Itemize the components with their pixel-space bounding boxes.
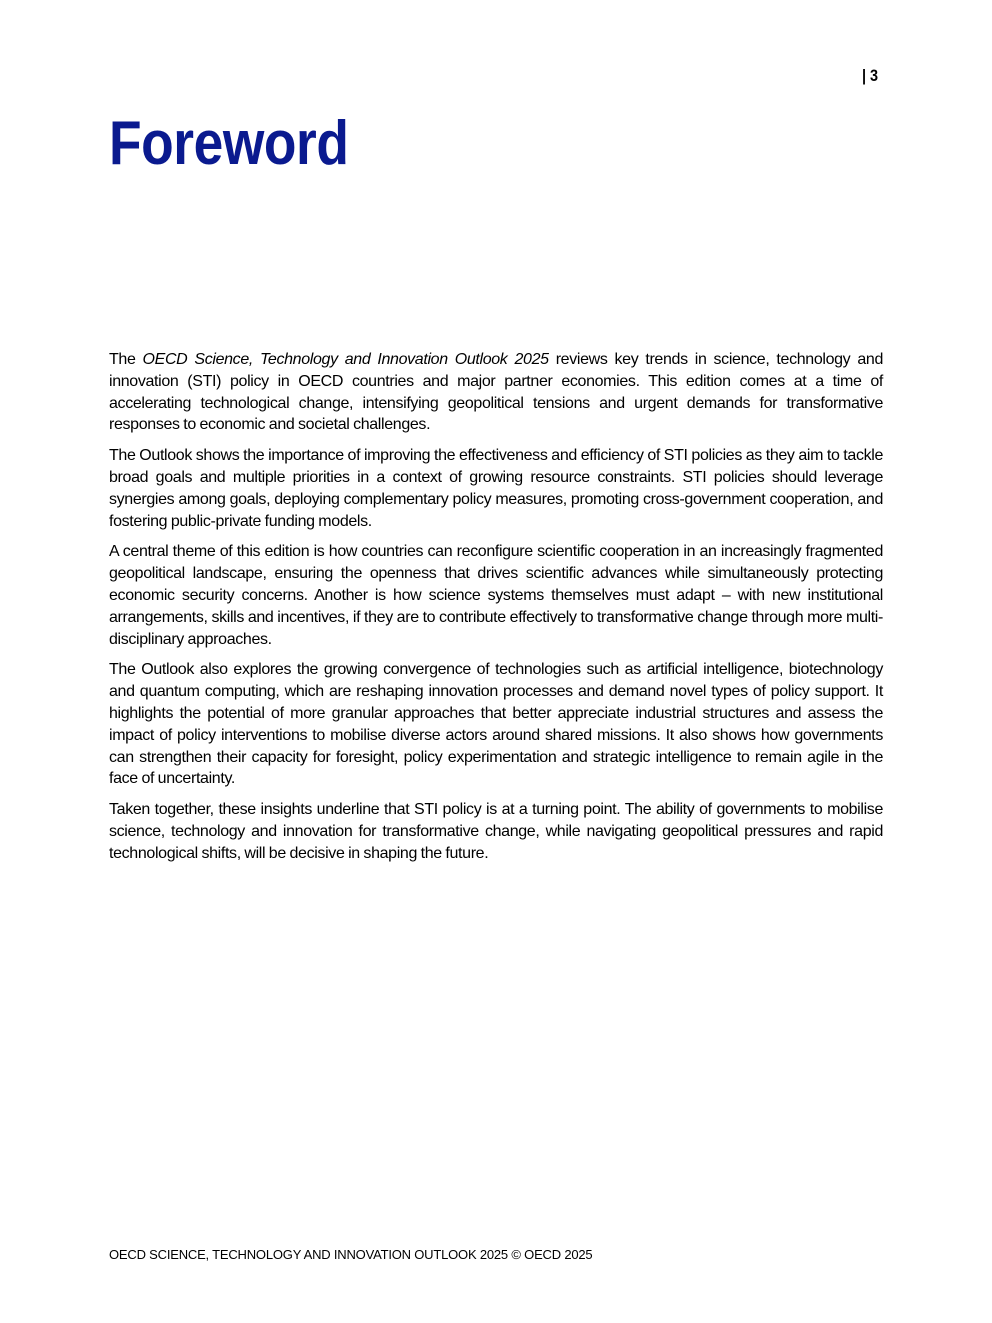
paragraph-4: The Outlook also explores the growing convergence of technologies such as artificial intelligence, biotechnology and quantum computing, which are reshaping innovation processes and demand novel types of policy support. It highlights the potential of more granular approaches that better appreciate industrial structures and assess the impact of policy interventions to mobilise diverse actors around shared missions. It also shows how governments can strengthen their capacity for foresight, policy experimentation and strategic intelligence to remain agile in the face of uncertainty. [109,661,883,788]
foreword-body [109,349,883,874]
paragraph-2: The Outlook shows the importance of improving the effectiveness and efficiency of STI policies as they aim to tackle broad goals and multiple priorities in a context of growing resource constraints. STI policies should leverage synergies among goals, deploying complementary policy measures, promoting cross-government cooperation, and fostering public-private funding models. [109,447,883,530]
publication-title: OECD Science, Technology and Innovation Outlook 2025 [142,351,549,368]
page-number: | 3 [862,66,879,85]
page-title: Foreword [109,109,349,178]
paragraph-5: Taken together, these insights underline that STI policy is at a turning point. The ability of governments to mobilise science, technology and innovation for transformative change, while navigating geopolitical pressures and rapid technological shifts, will be decisive in shaping the future. [109,801,883,862]
paragraph-3: A central theme of this edition is how countries can reconfigure scientific cooperation in an increasingly fragmented geopolitical landscape, ensuring the openness that drives scientific advances while simultaneously protecting economic security concerns. Another is how science systems themselves must adapt – with new institutional arrangements, skills and incentives, if they are to contribute effectively to transformative change through more multi-disciplinary approaches. [109,543,883,648]
text: reviews key trends in science, technology and innovation (STI) policy in OECD countries and major partner economies. This edition comes at a time of accelerating technological change, intensifying geopolitical tensions and urgent demands for transformative responses to economic and societal challenges. [109,351,883,434]
text: The [109,351,143,368]
page-footer: OECD SCIENCE, TECHNOLOGY AND INNOVATION OUTLOOK 2025 © OECD 2025 [109,1247,593,1262]
paragraph-1 [109,349,883,436]
